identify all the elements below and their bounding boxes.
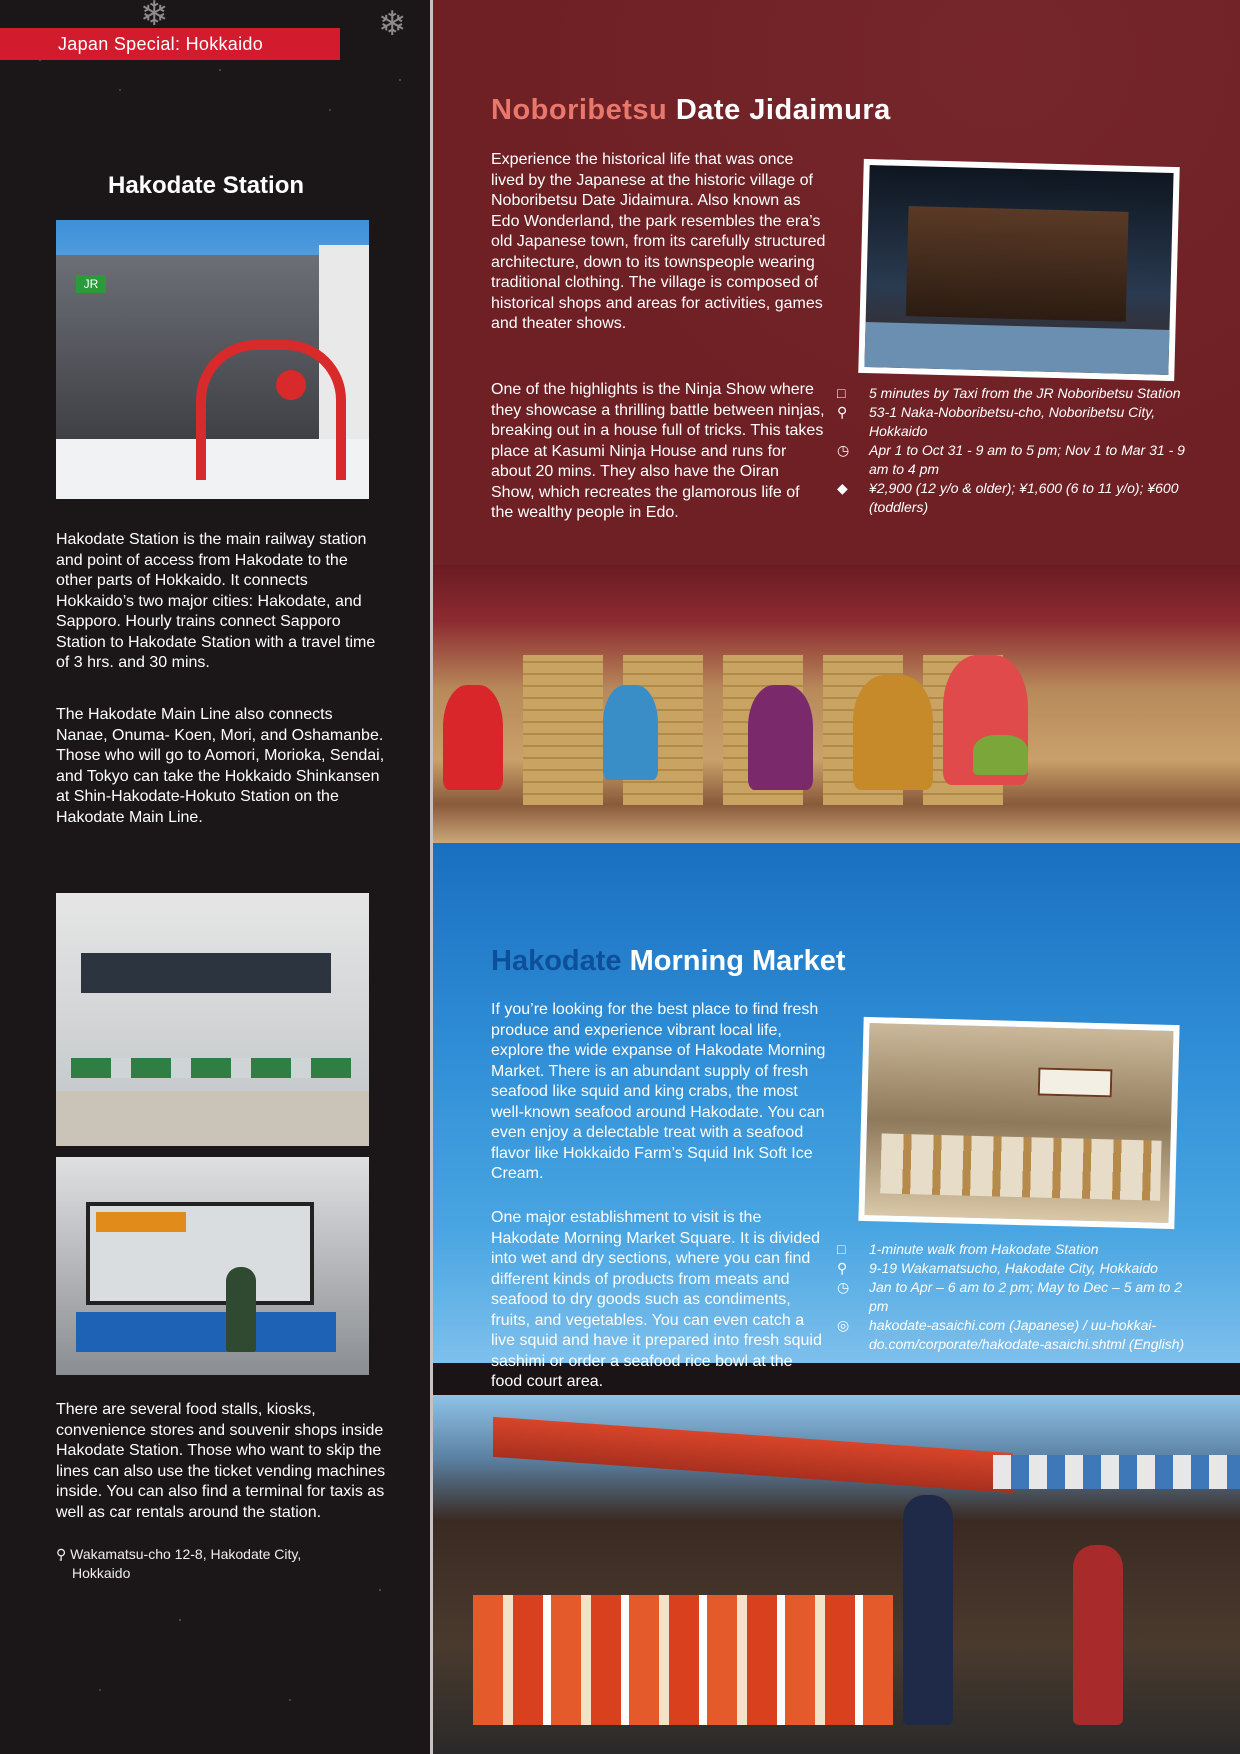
info-row: ⚲ 9-19 Wakamatsucho, Hakodate City, Hokkaido bbox=[837, 1260, 1158, 1276]
info-row: □ 5 minutes by Taxi from the JR Noboribetsu Station bbox=[837, 385, 1181, 401]
bus-icon: □ bbox=[837, 1241, 846, 1257]
info-row: ◎ hakodate-asaichi.com (Japanese) / uu-hokkai-do.com/corporate/hakodate-asaichi.shtml (English) bbox=[837, 1317, 1185, 1352]
ninja-show-photo bbox=[858, 159, 1179, 381]
morning-market-paragraph-2: One major establishment to visit is the Hakodate Morning Market Square. It is divided into wet and dry sections, where you can find different kinds of products from meats and seafood to dry goods such as condiments, fruits, and vegetables. You can even catch a live squid and have it prepared into fresh squid sashimi or order a seafood rice bowl at the food court area. bbox=[491, 1209, 822, 1390]
morning-market-title: Hakodate Morning Market bbox=[491, 945, 846, 977]
info-row: ◷ Apr 1 to Oct 31 - 9 am to 5 pm; Nov 1 to Mar 31 - 9 am to 4 pm bbox=[837, 442, 1185, 477]
info-row: ◷ Jan to Apr – 6 am to 2 pm; May to Dec – 5 am to 2 pm bbox=[837, 1279, 1183, 1314]
hakodate-station-paragraph-1: Hakodate Station is the main railway station and point of access from Hakodate to the other parts of Hokkaido. It connects Hokkaido’s two major cities: Hakodate, and Sapporo. Hourly trains connect Sapporo Station to Hakodate Station with a travel time of 3 hrs. and 30 mins. bbox=[56, 531, 376, 671]
market-stall-photo bbox=[433, 1395, 1240, 1754]
ticket-gates-photo bbox=[56, 893, 369, 1146]
section-tag: Japan Special: Hokkaido bbox=[0, 28, 340, 60]
ticket-machines-photo bbox=[56, 1157, 369, 1375]
hakodate-station-address: ⚲ Wakamatsu-cho 12-8, Hakodate City, Hokkaido bbox=[56, 1546, 302, 1581]
market-interior-photo bbox=[858, 1017, 1179, 1229]
hakodate-station-photo bbox=[56, 220, 369, 499]
tag-icon: ◆ bbox=[837, 480, 848, 496]
jr-logo: JR bbox=[76, 275, 106, 293]
oiran-show-photo bbox=[433, 565, 1240, 843]
info-row: ◆ ¥2,900 (12 y/o & older); ¥1,600 (6 to 11 y/o); ¥600 (toddlers) bbox=[837, 480, 1179, 515]
morning-market-paragraph-1: If you’re looking for the best place to find fresh produce and experience vibrant local life, explore the wide expanse of Hakodate Morning Market. There is an abundant supply of fresh seafood like squid and king crabs, the most well-known seafood around Hakodate. You can even enjoy a delectable treat with a seafood flavor like Hokkaido Farm’s Squid Ink Soft Ice Cream. bbox=[491, 1001, 826, 1182]
left-column bbox=[0, 0, 430, 1754]
pin-icon: ⚲ bbox=[837, 1260, 848, 1276]
morning-market-info bbox=[837, 1240, 1193, 1354]
pin-icon: ⚲ bbox=[56, 1546, 67, 1562]
noboribetsu-title: Noboribetsu Date Jidaimura bbox=[491, 94, 891, 126]
hakodate-station-paragraph-2: The Hakodate Main Line also connects Nanae, Onuma- Koen, Mori, and Oshamanbe. Those who will go to Aomori, Morioka, Sendai, and Tokyo can take the Hokkaido Shinkansen at Shin-Hakodate-Hokuto Station on the Hakodate Main Line. bbox=[56, 706, 385, 826]
pin-icon: ⚲ bbox=[837, 404, 848, 420]
hakodate-station-paragraph-3: There are several food stalls, kiosks, convenience stores and souvenir shops inside Hakodate Station. Those who want to skip the lines can also use the ticket vending machines inside. You can also find a terminal for taxis as well as car rentals around the station. bbox=[56, 1401, 386, 1521]
info-row: ⚲ 53-1 Naka-Noboribetsu-cho, Noboribetsu City, Hokkaido bbox=[837, 404, 1156, 439]
noboribetsu-info bbox=[837, 384, 1193, 517]
noboribetsu-paragraph-1: Experience the historical life that was once lived by the Japanese at the historic village of Noboribetsu Date Jidaimura. Also known as Edo Wonderland, the park resembles the era’s old Japanese town, from its carefully structured architecture, down to its townspeople wearing traditional clothing. The village is composed of historical shops and areas for activities, games and theater shows. bbox=[491, 151, 826, 332]
hakodate-station-title: Hakodate Station bbox=[107, 172, 305, 199]
noboribetsu-paragraph-2: One of the highlights is the Ninja Show where they showcase a thrilling battle between ninjas, breaking out in a house full of tricks. This takes place at Kasumi Ninja House and runs for about 20 mins. They also have the Oiran Show, which recreates the glamorous life of the wealthy people in Edo. bbox=[491, 381, 825, 521]
snowflake-icon: ❄ bbox=[140, 0, 169, 33]
snowflake-icon: ❄ bbox=[378, 5, 407, 43]
clock-icon: ◷ bbox=[837, 442, 850, 458]
globe-icon: ◎ bbox=[837, 1317, 850, 1333]
bus-icon: □ bbox=[837, 385, 846, 401]
info-row: □ 1-minute walk from Hakodate Station bbox=[837, 1241, 1099, 1257]
clock-icon: ◷ bbox=[837, 1279, 850, 1295]
